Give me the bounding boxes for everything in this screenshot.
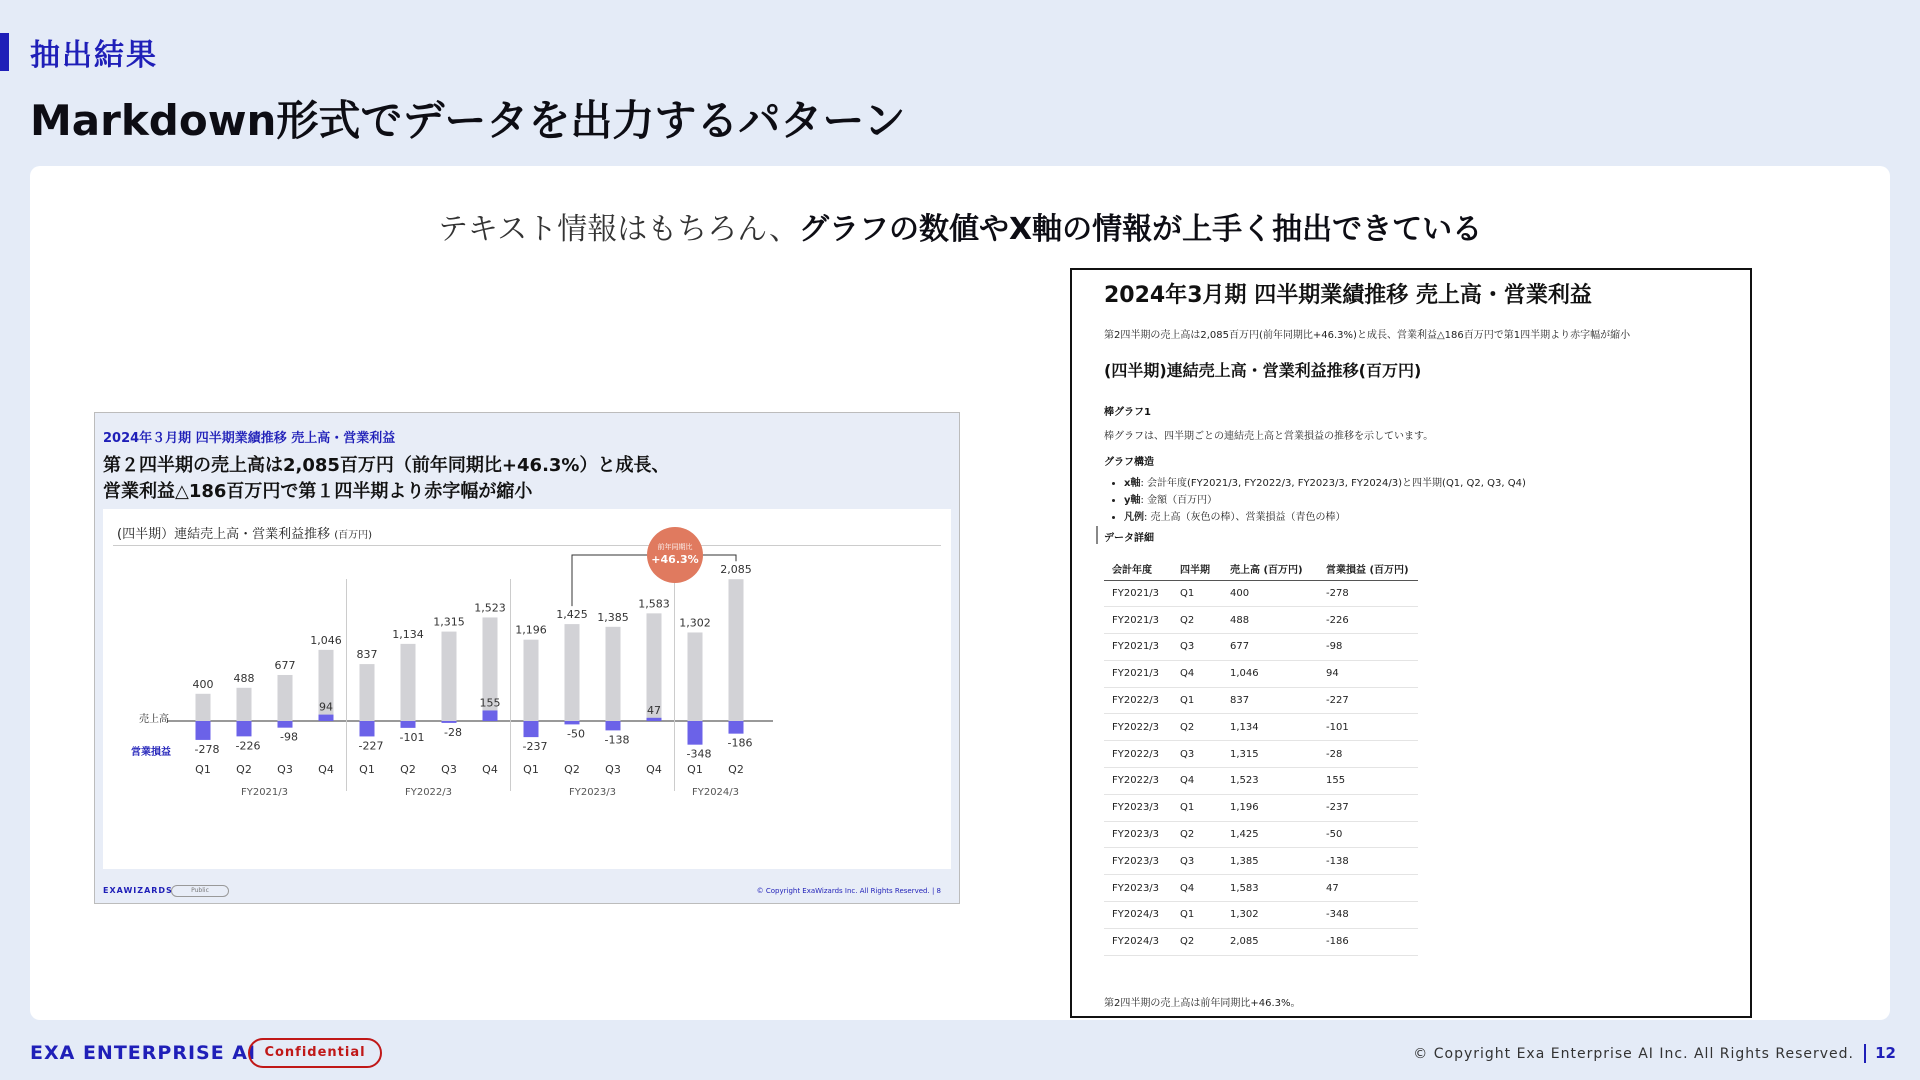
table-cell: 2,085 [1222, 928, 1318, 955]
md-heading-graph-structure: グラフ構造 [1104, 457, 1154, 468]
table-cell: FY2023/3 [1104, 794, 1172, 821]
table-cell: 837 [1222, 687, 1318, 714]
sales-label: 1,583 [638, 597, 670, 611]
source-slide-image [94, 412, 960, 904]
table-cell: 1,425 [1222, 821, 1318, 848]
table-row [1104, 794, 1418, 821]
sales-bar [196, 694, 211, 721]
op-label: -50 [567, 727, 585, 741]
fy-group-label: FY2022/3 [404, 787, 453, 798]
sales-label: 400 [192, 677, 214, 691]
table-cell: Q2 [1172, 714, 1222, 741]
sales-label: 837 [356, 648, 378, 662]
table-cell: FY2023/3 [1104, 848, 1172, 875]
op-bar [688, 721, 703, 745]
sales-bar [565, 624, 580, 721]
chart-container [103, 509, 951, 869]
source-slide-headline [103, 453, 669, 505]
md-structure-list [1124, 475, 1526, 526]
sales-label: 1,385 [597, 610, 629, 624]
table-cell: FY2022/3 [1104, 714, 1172, 741]
sales-label: 1,315 [433, 615, 465, 629]
sales-bar [360, 664, 375, 721]
md-heading-data-detail: データ詳細 [1104, 533, 1154, 544]
md-heading-2: (四半期)連結売上高・営業利益推移(百万円) [1104, 361, 1422, 380]
table-cell: Q4 [1172, 768, 1222, 795]
md-paragraph-1: 第2四半期の売上高は2,085百万円(前年同期比+46.3%)と成長、営業利益△186百万円で第1四半期より赤字幅が縮小 [1104, 330, 1631, 341]
sales-label: 1,134 [392, 627, 424, 641]
op-bar [565, 721, 580, 724]
table-cell: 1,196 [1222, 794, 1318, 821]
x-tick-label: Q4 [646, 763, 662, 776]
table-cell: FY2023/3 [1104, 875, 1172, 902]
content-panel [30, 166, 1890, 1020]
table-cell: -98 [1318, 634, 1418, 661]
op-label: -98 [280, 730, 298, 744]
op-label: -278 [194, 742, 220, 756]
table-header-cell: 会計年度 [1104, 558, 1172, 580]
table-row [1104, 687, 1418, 714]
list-item-text: : 売上高（灰色の棒）、営業損益（青色の棒） [1144, 512, 1346, 523]
table-row [1104, 634, 1418, 661]
table-cell: Q3 [1172, 634, 1222, 661]
confidential-badge: Confidential [248, 1038, 382, 1068]
table-cell: 1,046 [1222, 660, 1318, 687]
table-cell: 1,315 [1222, 741, 1318, 768]
op-bar [278, 721, 293, 728]
table-cell: Q1 [1172, 687, 1222, 714]
x-tick-label: Q2 [236, 763, 252, 776]
x-tick-label: Q1 [523, 763, 539, 776]
op-bar [524, 721, 539, 737]
sales-bar [688, 632, 703, 721]
table-cell: -50 [1318, 821, 1418, 848]
table-cell: -138 [1318, 848, 1418, 875]
sales-bar [442, 632, 457, 721]
table-row [1104, 607, 1418, 634]
x-tick-label: Q1 [195, 763, 211, 776]
op-bar [729, 721, 744, 734]
list-item-text: : 金額（百万円） [1140, 495, 1218, 506]
public-pill: Public [171, 885, 229, 897]
table-row [1104, 875, 1418, 902]
md-heading-bar-graph: 棒グラフ1 [1104, 407, 1151, 418]
op-label: -227 [358, 739, 384, 753]
table-cell: FY2023/3 [1104, 821, 1172, 848]
list-item [1124, 492, 1526, 509]
x-tick-label: Q3 [441, 763, 457, 776]
series-label-sales: 売上高 [139, 714, 169, 725]
exawizards-logo: EXAWIZARDS [103, 886, 173, 895]
fy-group-label: FY2021/3 [240, 787, 289, 798]
op-label: -348 [686, 747, 712, 761]
headline-line-2: 営業利益△186百万円で第１四半期より赤字幅が縮小 [103, 481, 533, 502]
op-bar [237, 721, 252, 736]
op-label: -226 [235, 739, 261, 753]
sales-label: 2,085 [720, 563, 752, 577]
table-header-cell: 売上高 (百万円) [1222, 558, 1318, 580]
table-row [1104, 741, 1418, 768]
brand-logo: EXA ENTERPRISE AI [30, 1042, 257, 1064]
callout-text-2: +46.3% [651, 553, 699, 566]
table-cell: -348 [1318, 902, 1418, 929]
list-item [1124, 509, 1526, 526]
table-cell: Q2 [1172, 928, 1222, 955]
table-cell: FY2022/3 [1104, 741, 1172, 768]
sales-bar [729, 579, 744, 721]
table-cell: -227 [1318, 687, 1418, 714]
table-cell: -237 [1318, 794, 1418, 821]
sales-label: 1,425 [556, 608, 588, 622]
op-label: -28 [444, 725, 462, 739]
panel-subtitle [30, 204, 1890, 248]
table-header-cell: 営業損益 (百万円) [1318, 558, 1418, 580]
page-separator [1864, 1044, 1866, 1063]
sales-bar [237, 688, 252, 721]
bar-chart [103, 509, 951, 869]
table-cell: FY2021/3 [1104, 660, 1172, 687]
table-row [1104, 660, 1418, 687]
op-bar [196, 721, 211, 740]
table-cell: Q4 [1172, 875, 1222, 902]
headline-line-1: 第２四半期の売上高は2,085百万円（前年同期比+46.3%）と成長、 [103, 455, 670, 476]
table-cell: FY2022/3 [1104, 768, 1172, 795]
op-bar [360, 721, 375, 736]
x-tick-label: Q2 [728, 763, 744, 776]
op-bar [606, 721, 621, 730]
table-row [1104, 821, 1418, 848]
table-row [1104, 902, 1418, 929]
x-tick-label: Q2 [400, 763, 416, 776]
op-label: 155 [479, 696, 501, 710]
subtitle-bold: グラフの数値やX軸の情報が上手く抽出できている [799, 212, 1483, 247]
sales-bar [606, 627, 621, 721]
list-item [1124, 475, 1526, 492]
table-cell: -28 [1318, 741, 1418, 768]
table-cell: Q1 [1172, 580, 1222, 607]
table-cell: Q1 [1172, 902, 1222, 929]
sales-label: 1,302 [679, 616, 711, 630]
table-cell: FY2021/3 [1104, 607, 1172, 634]
table-cell: 1,302 [1222, 902, 1318, 929]
source-slide-tag: 2024年３月期 四半期業績推移 売上高・営業利益 [103, 431, 396, 446]
page-number: 12 [1875, 1044, 1896, 1062]
subtitle-plain: テキスト情報はもちろん、 [437, 212, 800, 247]
table-cell: -101 [1318, 714, 1418, 741]
table-cell: 155 [1318, 768, 1418, 795]
sales-label: 1,196 [515, 623, 547, 637]
table-cell: 1,523 [1222, 768, 1318, 795]
x-tick-label: Q1 [687, 763, 703, 776]
table-header-row [1104, 558, 1418, 580]
table-cell: Q3 [1172, 848, 1222, 875]
footer-copyright: © Copyright Exa Enterprise AI Inc. All Rights Reserved. [1413, 1046, 1854, 1062]
op-bar [647, 718, 662, 721]
table-cell: 47 [1318, 875, 1418, 902]
list-item-key: y軸 [1124, 495, 1141, 506]
table-cell: 488 [1222, 607, 1318, 634]
md-heading-1: 2024年3月期 四半期業績推移 売上高・営業利益 [1104, 283, 1592, 308]
fy-group-label: FY2023/3 [568, 787, 617, 798]
table-row [1104, 848, 1418, 875]
md-quote-bar [1096, 526, 1098, 544]
list-item-text: : 会計年度(FY2021/3, FY2022/3, FY2023/3, FY2024/3)と四半期(Q1, Q2, Q3, Q4) [1140, 478, 1526, 489]
callout-text-1: 前年同期比 [657, 543, 693, 551]
table-row [1104, 928, 1418, 955]
sales-label: 677 [274, 658, 296, 672]
sales-bar [524, 640, 539, 721]
table-cell: FY2024/3 [1104, 928, 1172, 955]
table-header-cell: 四半期 [1172, 558, 1222, 580]
x-tick-label: Q4 [482, 763, 498, 776]
table-cell: Q4 [1172, 660, 1222, 687]
sales-bar [401, 644, 416, 721]
list-item-key: 凡例 [1124, 512, 1144, 523]
x-tick-label: Q3 [605, 763, 621, 776]
sales-bar [278, 675, 293, 721]
table-row [1104, 714, 1418, 741]
table-cell: 1,583 [1222, 875, 1318, 902]
table-body [1104, 580, 1418, 955]
chart-unit: (百万円) [334, 530, 373, 541]
table-cell: Q3 [1172, 741, 1222, 768]
section-accent-bar [0, 33, 9, 71]
table-cell: -186 [1318, 928, 1418, 955]
op-label: -186 [727, 736, 753, 750]
op-label: -101 [399, 730, 425, 744]
md-footnote: 第2四半期の売上高は前年同期比+46.3%。 [1104, 998, 1301, 1009]
section-label: 抽出結果 [30, 38, 158, 73]
table-cell: FY2021/3 [1104, 634, 1172, 661]
op-bar [401, 721, 416, 728]
x-tick-label: Q4 [318, 763, 334, 776]
op-label: 47 [647, 703, 661, 717]
fy-group-label: FY2024/3 [691, 787, 740, 798]
x-tick-label: Q1 [359, 763, 375, 776]
sales-label: 1,523 [474, 601, 506, 615]
table-cell: 1,385 [1222, 848, 1318, 875]
table-cell: FY2021/3 [1104, 580, 1172, 607]
md-paragraph-2: 棒グラフは、四半期ごとの連結売上高と営業損益の推移を示しています。 [1104, 431, 1434, 442]
op-bar [442, 721, 457, 723]
table-row [1104, 580, 1418, 607]
table-cell: Q1 [1172, 794, 1222, 821]
slide-title: Markdown形式でデータを出力するパターン [30, 96, 906, 145]
table-cell: 400 [1222, 580, 1318, 607]
list-item-key: x軸 [1124, 478, 1141, 489]
table-cell: Q2 [1172, 821, 1222, 848]
table-cell: -226 [1318, 607, 1418, 634]
table-cell: 1,134 [1222, 714, 1318, 741]
op-label: -138 [604, 733, 630, 747]
op-label: -237 [522, 740, 548, 754]
table-row [1104, 768, 1418, 795]
series-label-op: 営業損益 [131, 747, 171, 758]
table-cell: 677 [1222, 634, 1318, 661]
source-slide-copyright: © Copyright ExaWizards Inc. All Rights Reserved. | 8 [756, 887, 941, 895]
chart-title-text: (四半期）連結売上高・営業利益推移 [117, 527, 331, 542]
op-bar [319, 715, 334, 721]
sales-label: 1,046 [310, 633, 342, 647]
md-data-table [1104, 558, 1418, 956]
x-tick-label: Q3 [277, 763, 293, 776]
table-cell: Q2 [1172, 607, 1222, 634]
sales-label: 488 [233, 671, 255, 685]
x-tick-label: Q2 [564, 763, 580, 776]
op-bar [483, 710, 498, 721]
markdown-output [1070, 268, 1752, 1018]
table-cell: 94 [1318, 660, 1418, 687]
op-label: 94 [319, 700, 333, 714]
table-cell: FY2022/3 [1104, 687, 1172, 714]
table-cell: FY2024/3 [1104, 902, 1172, 929]
table-cell: -278 [1318, 580, 1418, 607]
